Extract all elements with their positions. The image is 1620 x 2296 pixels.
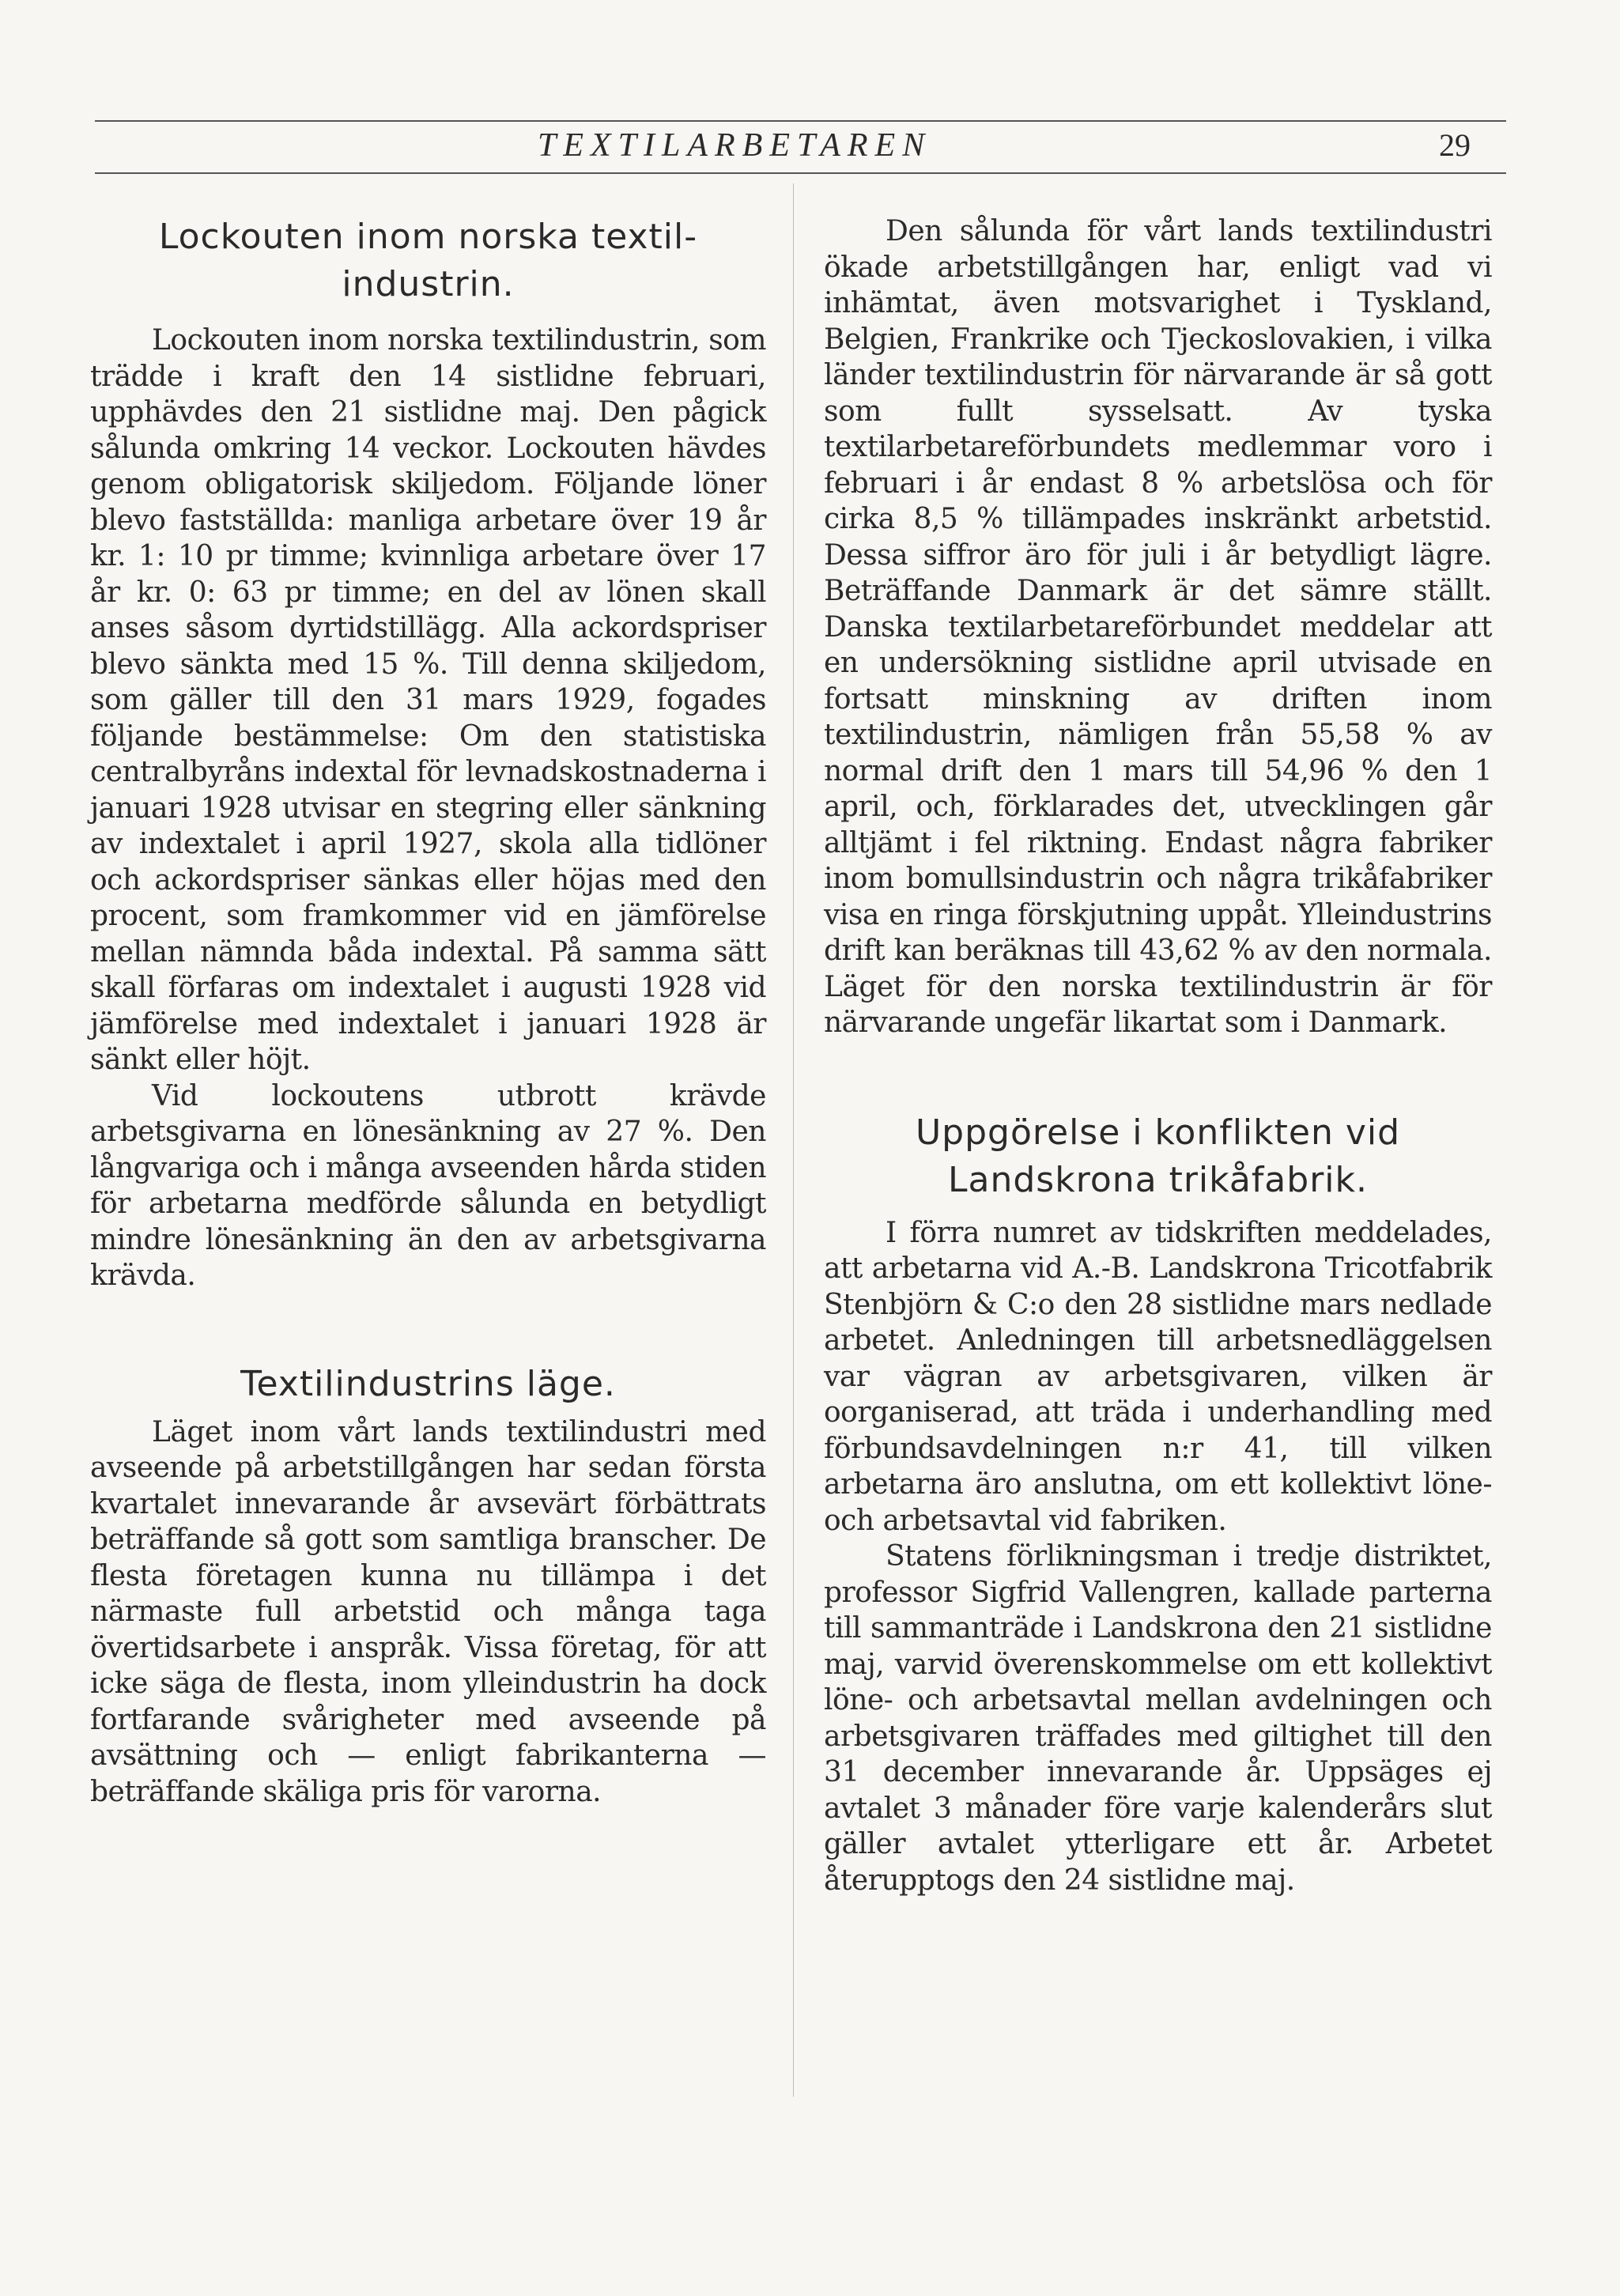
article-heading-uppgorelse: Uppgörelse i konflikten vid Landskrona trikåfabrik. xyxy=(915,1112,1401,1200)
article-paragraph: Lockouten inom norska textilindustrin, som trädde i kraft den 14 sistlidne februari, upphävdes den 21 sistlidne maj. Den pågick sålunda omkring 14 veckor. Lockouten hävdes genom obligatorisk skiljedom. Följande löner blevo fastställda: manliga arbetare över 19 år kr. 1: 10 pr timme; kvinnliga arbetare över 17 år kr. 0: 63 pr timme; en del av lönen skall anses såsom dyrtidstillägg. Alla ackordspriser blevo sänkta med 15 %. Till denna skiljedom, som gäller till den 31 mars 1929, fogades följande bestämmelse: Om den statistiska centralbyråns indextal för levnadskostnaderna i januari 1928 utvisar en stegring eller sänkning av indextalet i april 1927, skola alla tidlöner och ackordspriser sänkas eller höjas med den procent, som framkommer vid en jämförelse mellan nämnda båda indextal. På samma sätt skall förfaras om indextalet i augusti 1928 vid jämförelse med indextalet i januari 1928 är sänkt eller höjt. xyxy=(90,324,766,1076)
header-rule-bottom xyxy=(95,172,1506,174)
article-paragraph: Statens förlikningsman i tredje distriktet, professor Sigfrid Vallengren, kallade parterna till sammanträde i Landskrona den 21 sistlidne maj, varvid överenskommelse om ett kollektivt löne- och arbetsavtal mellan avdelningen och arbetsgivaren träffades med giltighet till den 31 december innevarande år. Uppsäges ej avtalet 3 månader före varje kalenderårs slut gäller avtalet ytterligare ett år. Arbetet återupptogs den 24 sistlidne maj. xyxy=(824,1540,1492,1897)
article-heading-textilindustrins-lage: Textilindustrins läge. xyxy=(240,1363,616,1404)
right-column xyxy=(824,213,1492,1898)
page-number: 29 xyxy=(1439,127,1471,163)
article-paragraph: Vid lockoutens utbrott krävde arbetsgivarna en lönesänkning av 27 %. Den långvariga och i många avseenden hårda stiden för arbetarna medförde sålunda en betydligt mindre lönesänkning än den av arbetsgivarna krävda. xyxy=(90,1079,766,1292)
journal-title: TEXTILARBETAREN xyxy=(538,127,932,164)
left-column xyxy=(90,213,766,1810)
article-paragraph: Den sålunda för vårt lands textilindustri ökade arbetstillgången har, enligt vad vi inhämtat, även motsvarighet i Tyskland, Belgien, Frankrike och Tjeckoslovakien, i vilka länder textilindustrin för närvarande är så gott som fullt sysselsatt. Av tyska textilarbetareförbundets medlemmar voro i februari i år endast 8 % arbetslösa och för cirka 8,5 % tillämpades inskränkt arbetstid. Dessa siffror äro för juli i år betydligt lägre. Beträffande Danmark är det sämre ställt. Danska textilarbetareförbundet meddelar att en undersökning sistlidne april utvisade en fortsatt minskning av driften inom textilindustrin, nämligen från 55,58 % av normal drift den 1 mars till 54,96 % den 1 april, och, förklarades det, utvecklingen går alltjämt i fel riktning. Endast några fabriker inom bomullsindustrin och några trikåfabriker visa en ringa förskjutning uppåt. Ylleindustrins drift kan beräknas till 43,62 % av den normala. Läget för den norska textilindustrin är för närvarande ungefär likartat som i Danmark. xyxy=(824,215,1492,1039)
article-heading-lockout: Lockouten inom norska textil-industrin. xyxy=(158,217,698,304)
article-paragraph: I förra numret av tidskriften meddelades, att arbetarna vid A.-B. Landskrona Tricotfabrik Stenbjörn & C:o den 28 sistlidne mars nedlade arbetet. Anledningen till arbetsnedläggelsen var vägran av arbetsgivaren, vilken är oorganiserad, att träda i underhandling med förbundsavdelningen n:r 41, till vilken arbetarna äro anslutna, om ett kollektivt löne- och arbetsavtal vid fabriken. xyxy=(824,1216,1492,1537)
article-paragraph: Läget inom vårt lands textilindustri med avseende på arbetstillgången har sedan första kvartalet innevarande år avsevärt förbättrats beträffande så gott som samtliga branscher. De flesta företagen kunna nu tillämpa i det närmaste full arbetstid och många taga övertidsarbete i anspråk. Vissa företag, för att icke säga de flesta, inom ylleindustrin ha dock fortfarande svårigheter med avseende på avsättning och — enligt fabrikanterna — beträffande skäliga pris för varorna. xyxy=(90,1415,766,1808)
column-divider xyxy=(793,183,794,2097)
header-rule-top xyxy=(95,120,1506,122)
